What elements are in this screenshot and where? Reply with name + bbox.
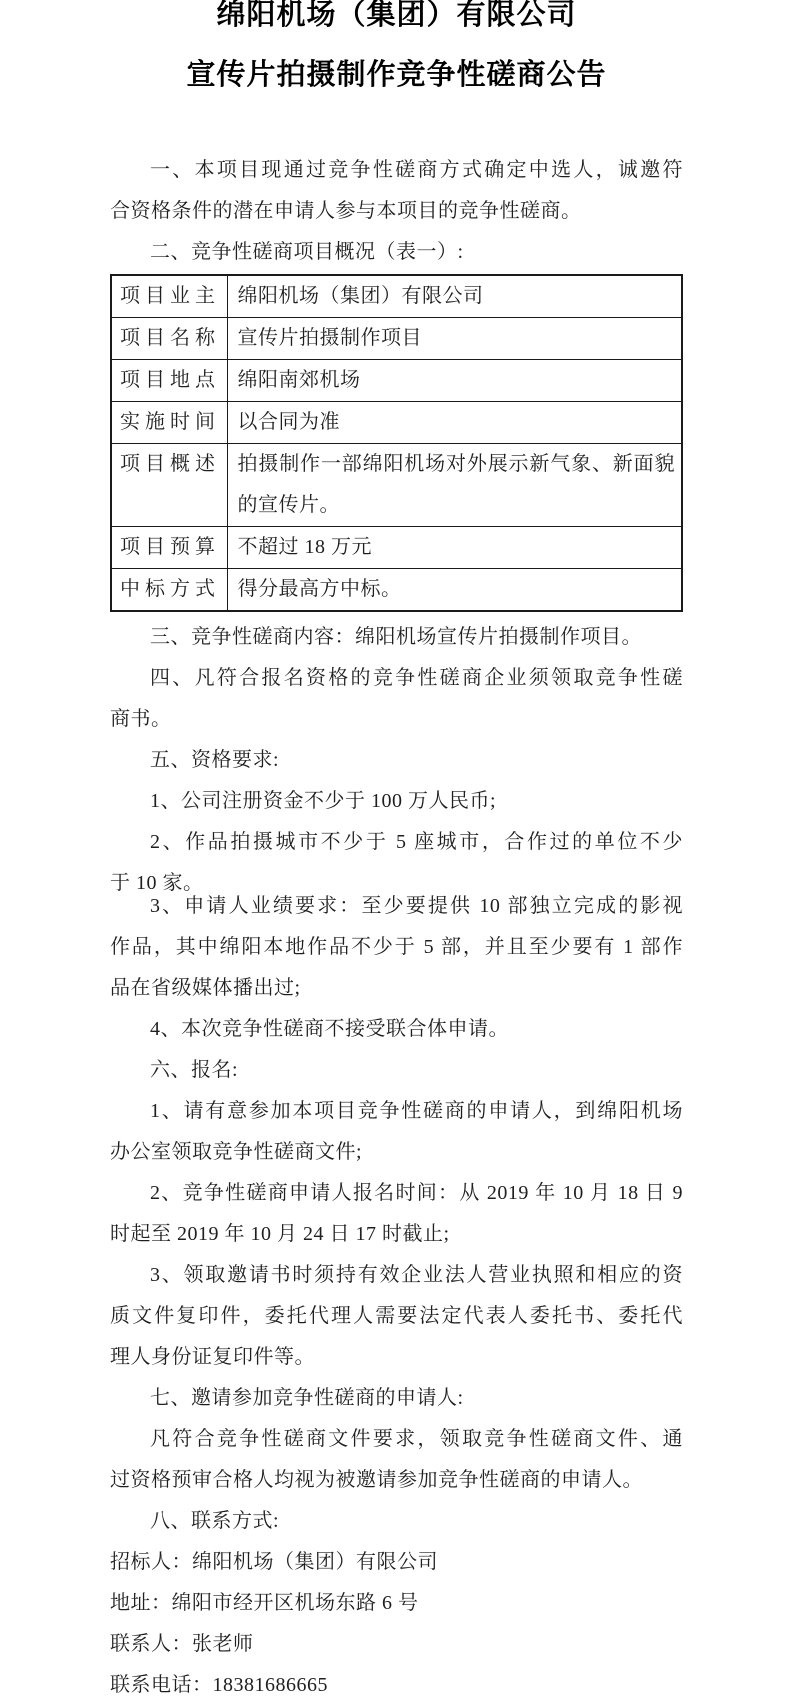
paragraph bbox=[110, 1419, 683, 1501]
table-row bbox=[111, 318, 682, 360]
table-value-cell bbox=[227, 402, 682, 444]
table-row bbox=[111, 444, 682, 527]
table-value-line: 得分最高方中标。 bbox=[237, 578, 402, 600]
text-line: 一、本项目现通过竞争性磋商方式确定中选人，诚邀符 bbox=[150, 159, 683, 181]
paragraph bbox=[110, 1173, 683, 1255]
table-label-cell: 项目预算 bbox=[111, 527, 227, 569]
paragraph bbox=[110, 740, 683, 781]
intro-paragraphs bbox=[110, 150, 683, 273]
text-line: 五、资格要求: bbox=[150, 749, 280, 771]
text-line: 三、竞争性磋商内容：绵阳机场宣传片拍摄制作项目。 bbox=[150, 626, 642, 648]
table-label-cell: 实施时间 bbox=[111, 402, 227, 444]
text-line: 合资格条件的潜在申请人参与本项目的竞争性磋商。 bbox=[110, 200, 582, 222]
project-overview-table bbox=[110, 274, 683, 612]
text-line: 1、请有意参加本项目竞争性磋商的申请人，到绵阳机场 bbox=[150, 1100, 683, 1122]
paragraph bbox=[110, 617, 683, 658]
paragraph bbox=[110, 1665, 683, 1706]
table-row bbox=[111, 569, 682, 612]
table-value-line: 宣传片拍摄制作项目 bbox=[237, 327, 422, 349]
paragraph bbox=[110, 1501, 683, 1542]
paragraph bbox=[110, 781, 683, 822]
paragraph bbox=[110, 1624, 683, 1665]
table-value-line: 的宣传片。 bbox=[237, 494, 340, 516]
text-line: 八、联系方式: bbox=[150, 1510, 280, 1532]
title-announcement-name: 宣传片拍摄制作竞争性磋商公告 bbox=[186, 59, 607, 91]
text-line: 二、竞争性磋商项目概况（表一）: bbox=[150, 241, 464, 263]
text-line: 凡符合竞争性磋商文件要求，领取竞争性磋商文件、通 bbox=[150, 1428, 683, 1450]
table-value-line: 以合同为准 bbox=[237, 411, 340, 433]
text-line: 时起至 2019 年 10 月 24 日 17 时截止; bbox=[110, 1223, 450, 1245]
table-value-line: 拍摄制作一部绵阳机场对外展示新气象、新面貌 bbox=[237, 453, 675, 475]
table-label-cell: 项目地点 bbox=[111, 360, 227, 402]
paragraph bbox=[110, 1378, 683, 1419]
table-value-line: 绵阳机场（集团）有限公司 bbox=[237, 285, 484, 307]
table-value-cell bbox=[227, 318, 682, 360]
table-label-cell: 项目业主 bbox=[111, 275, 227, 318]
text-line: 4、本次竞争性磋商不接受联合体申请。 bbox=[150, 1018, 509, 1040]
table-row bbox=[111, 527, 682, 569]
table-value-line: 绵阳南郊机场 bbox=[237, 369, 361, 391]
document-title bbox=[110, 0, 683, 94]
text-line: 3、申请人业绩要求：至少要提供 10 部独立完成的影视 bbox=[150, 895, 683, 917]
paragraph bbox=[110, 658, 683, 740]
text-line: 四、凡符合报名资格的竞争性磋商企业须领取竞争性磋 bbox=[150, 667, 683, 689]
document-content bbox=[110, 0, 683, 1706]
table-row bbox=[111, 360, 682, 402]
text-line: 七、邀请参加竞争性磋商的申请人: bbox=[150, 1387, 464, 1409]
table-row bbox=[111, 275, 682, 318]
text-line: 联系电话：18381686665 bbox=[110, 1674, 328, 1696]
table-value-cell bbox=[227, 444, 682, 527]
paragraph bbox=[110, 1050, 683, 1091]
text-line: 作品，其中绵阳本地作品不少于 5 部，并且至少要有 1 部作 bbox=[110, 936, 683, 958]
paragraph bbox=[110, 886, 683, 1009]
text-line: 联系人：张老师 bbox=[110, 1633, 254, 1655]
paragraph bbox=[110, 1091, 683, 1173]
paragraph bbox=[110, 1255, 683, 1378]
text-line: 2、作品拍摄城市不少于 5 座城市，合作过的单位不少 bbox=[150, 831, 683, 853]
table-value-cell bbox=[227, 569, 682, 612]
table-value-cell bbox=[227, 360, 682, 402]
text-line: 2、竞争性磋商申请人报名时间：从 2019 年 10 月 18 日 9 bbox=[150, 1182, 683, 1204]
paragraph bbox=[110, 1583, 683, 1624]
table-label-cell: 项目概述 bbox=[111, 444, 227, 527]
text-line: 于 10 家。 bbox=[110, 872, 204, 894]
title-company-name: 绵阳机场（集团）有限公司 bbox=[216, 0, 577, 31]
table-label-cell: 项目名称 bbox=[111, 318, 227, 360]
paragraph bbox=[110, 232, 683, 273]
paragraph bbox=[110, 150, 683, 232]
text-line: 过资格预审合格人均视为被邀请参加竞争性磋商的申请人。 bbox=[110, 1469, 643, 1491]
text-line: 商书。 bbox=[110, 708, 172, 730]
table-label-cell: 中标方式 bbox=[111, 569, 227, 612]
text-line: 3、领取邀请书时须持有效企业法人营业执照和相应的资 bbox=[150, 1264, 683, 1286]
text-line: 办公室领取竞争性磋商文件; bbox=[110, 1141, 363, 1163]
text-line: 品在省级媒体播出过; bbox=[110, 977, 301, 999]
text-line: 1、公司注册资金不少于 100 万人民币; bbox=[150, 790, 497, 812]
table-value-line: 不超过 18 万元 bbox=[237, 536, 372, 558]
table-row bbox=[111, 402, 682, 444]
paragraph bbox=[110, 1542, 683, 1583]
text-line: 理人身份证复印件等。 bbox=[110, 1346, 315, 1368]
table-value-cell bbox=[227, 275, 682, 318]
body-paragraphs bbox=[110, 617, 683, 1706]
text-line: 质文件复印件，委托代理人需要法定代表人委托书、委托代 bbox=[110, 1305, 683, 1327]
paragraph bbox=[110, 1009, 683, 1050]
text-line: 地址：绵阳市经开区机场东路 6 号 bbox=[110, 1592, 419, 1614]
table-value-cell bbox=[227, 527, 682, 569]
text-line: 招标人：绵阳机场（集团）有限公司 bbox=[110, 1551, 438, 1573]
text-line: 六、报名: bbox=[150, 1059, 239, 1081]
